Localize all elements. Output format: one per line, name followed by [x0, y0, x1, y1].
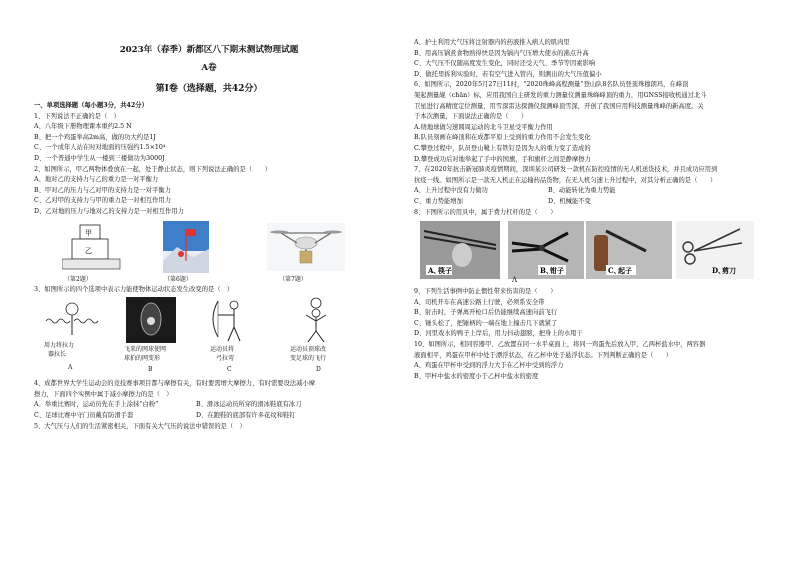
option-line: C.攀登过程中，队员登山靴上有铁钉是因为人的重力变了造成的 [414, 144, 591, 152]
question-line: 7、在2020年抗击新冠肺炎疫情期间，深圳某公司研发一款机在防控疫情的无人机送货技术，并且成功应用到 [414, 166, 718, 174]
question-line: 8、下图所示的用具中，属于费力杠杆的是（ ） [414, 208, 557, 216]
fig-c-name: 起子 [618, 266, 632, 276]
right-column [414, 0, 766, 561]
stacked-blocks-figure [62, 223, 122, 273]
question-line: 2、如图所示，甲乙两物体叠放在一起，处于静止状态，则下列说法正确的是（ ） [34, 165, 271, 173]
fig-a-text2: 器拉长 [48, 351, 67, 359]
fig-b-letter: B、 [540, 266, 553, 276]
figure-row-q8 [414, 221, 766, 281]
option-line: C、锤头松了，把锤柄的一端在地上撞击几下就紧了 [414, 319, 558, 327]
fig-d-text2: 变足球的飞行 [290, 355, 327, 363]
bottle-opener-figure [586, 221, 672, 279]
question-line: 6、如图所示，2020年5月27日11时，“2020珠峰高程测量”登山队8名队员登顶珠穆朗玛，在峰顶 [414, 81, 689, 89]
option-pair [34, 411, 384, 422]
option-line: D、做托里拆利实验时，若有空气进入管内，则测出的大气压值偏小 [414, 70, 602, 78]
question-line: 10、如图所示，相同容器甲、乙放置在同一水平桌面上，将同一鸡蛋先后放入甲、乙两杯盐水中，两容器 [414, 341, 706, 349]
option-line: C、乙对甲的支持力与甲的重力是一对相互作用力 [34, 197, 172, 205]
option-c: C、重力势能增加 [414, 197, 463, 205]
fig-c-letter: C [227, 366, 232, 374]
fig-d-name: 剪刀 [722, 266, 736, 276]
spring-pull-figure [42, 301, 102, 341]
fig-b-text2: 球拍的网变形 [124, 355, 161, 363]
pliers-figure [508, 221, 584, 279]
option-line: A、八年级下册物理课本重约2.5 N [34, 123, 132, 131]
fig-c-letter: C、 [608, 266, 621, 276]
option-a: A、举重比赛时，运动员先在手上涂抹“白粉” [34, 401, 159, 409]
section-heading: 第Ⅰ卷（选择题，共42分） [155, 84, 263, 94]
option-line: D、河里戏水的鸭子上岸后，用力抖动翅膀，把身上的水甩干 [414, 330, 583, 338]
option-line: B、把一个鸡蛋举高2m高，做的功大约是1J [34, 133, 156, 141]
archer-figure [206, 297, 256, 343]
option-pair [34, 400, 384, 411]
drone-photo [267, 223, 345, 271]
fig-b-letter: B [148, 366, 153, 374]
mountain-summit-photo [163, 221, 209, 273]
option-c: C、足球比赛中守门员戴有防滑手套 [34, 411, 134, 419]
figure-caption-q6: （第6题） [164, 275, 192, 283]
option-line: C、一个成年人站在时对地面的压强约1.5×10⁴ [34, 144, 166, 152]
block-yi-label: 乙 [85, 246, 92, 255]
header-football-figure [294, 297, 344, 343]
option-line: A、护士利用大气压将注射器内的药液推入病人的肌肉里 [414, 39, 570, 46]
part-heading: 一、单项选择题（每小题3分，共42分） [34, 102, 148, 109]
question-line: 卫星进行高精度定位测量，用雪深雷达探测仪探测峰顶雪深，开创了我国应用科技测量珠峰的新高度。关 [414, 102, 704, 110]
tennis-racket-figure [126, 297, 176, 343]
left-column [34, 0, 384, 561]
question-line: 液面相平，鸡蛋在甲杯中处于漂浮状态，在乙杯中处于悬浮状态。下列判断正确的是（ ） [414, 351, 673, 359]
figure-row-q2-q6-q7 [34, 221, 384, 285]
option-line: D.攀登成功后对地举起了手中的国旗，手和旗杆之间是静摩擦力 [414, 155, 591, 163]
block-jia-label: 甲 [85, 228, 92, 237]
option-pair [414, 197, 766, 208]
question-line: 擦力，下面四个实例中属于减小摩擦力的是（ ） [34, 390, 173, 398]
option-line: B、射击时，子弹离开枪口后仍能继续高速向前飞行 [414, 309, 558, 317]
figure-caption-q2: （第2题） [64, 275, 92, 283]
fig-a-letter: A [68, 364, 73, 372]
option-line: D、一个普通中学生从一楼到三楼做功为3000J [34, 154, 165, 162]
fig-a-name: 筷子 [438, 266, 452, 276]
question-line: 抗疫一线。如图所示是一款无人机正在运输药品货物，在无人机匀速上升过程中，对其分析正确的是（ ） [414, 176, 717, 184]
option-b: B、滑冰运动员所穿的滑冰鞋底有冰刀 [196, 401, 302, 409]
option-line: B、甲杯中盐水的密度小于乙杯中盐水的密度 [414, 372, 539, 380]
scissors-figure [676, 221, 754, 279]
option-line: A、鸡蛋在甲杯中受到的浮力大于在乙杯中受到的浮力 [414, 362, 564, 370]
option-line: B.队员刻画在峰顶和在成都平原上受到的重力作用不会发生变化 [414, 134, 591, 142]
option-line: B、用高压锅煮食物熟得快是因为锅内气压增大使水的沸点升高 [414, 49, 589, 57]
option-line: A.绕地球做匀速圆周运动的北斗卫星受平衡力作用 [414, 123, 553, 131]
page-title: 2023年（春季）新都区八下期末测试物理试题 [119, 45, 299, 55]
option-d: D、在跑鞋的底部有许多花纹和鞋钉 [196, 411, 296, 419]
question-line: 4、成都世界大学生运动会的竞技赛事项目都与摩擦有关，有时要需增大摩擦力，有时需要设法减小摩 [34, 380, 316, 388]
option-pair [414, 186, 766, 197]
fig-b-text1: 飞来的网球使网 [124, 346, 167, 354]
question-line: 5、大气压与人们的生活紧密相关，下面有关大气压的说法中错误的是（ ） [34, 422, 246, 430]
question-line: 9、下列生活事例中防止惯性带来伤害的是（ ） [414, 288, 557, 296]
fig-c-text1: 运动员将 [210, 346, 235, 354]
option-line: A、地对乙的支持力与乙的重力是一对平衡力 [34, 176, 159, 184]
option-d: D、机械能不变 [548, 197, 591, 205]
fig-d-text1: 运动员顶球改 [290, 346, 327, 354]
question-line: 1、下列说法不正确的是（ ） [34, 112, 120, 120]
question-line: 3、如图所示的四个选项中表示力能使物体运动状态发生改变的是（ ） [34, 285, 234, 293]
fig-d-letter: D、 [712, 266, 726, 276]
fig-d-letter: D [316, 366, 321, 374]
question-line: 架起测量觇（chān）标，应用我国自主研发的重力测量仪测量珠峰峰顶的重力，用GNSS接收机通过北斗 [414, 91, 707, 99]
option-a: A、上升过程中没有力做功 [414, 187, 488, 195]
question-line: 于本次测量，下面说法正确的是（ ） [414, 113, 528, 121]
option-b: B、动能转化为重力势能 [548, 187, 616, 195]
paper-subtitle: A卷 [201, 63, 217, 73]
fig-c-text2: 弓拉弯 [216, 355, 235, 363]
chopsticks-figure [420, 221, 500, 279]
figure-caption-q7: （第7题） [279, 275, 307, 283]
fig-a-text1: 用力将拉力 [44, 342, 75, 350]
fig-a-letter: A、 [428, 266, 441, 276]
option-line: D、乙对地的压力与地对乙的支持力是一对相互作用力 [34, 207, 184, 215]
fig-b-name: 钳子 [550, 266, 564, 276]
option-line: B、甲对乙的压力与乙对甲的支持力是一对平衡力 [34, 186, 171, 194]
option-line: C、大气压不仅随高度发生变化，同时还受天气、季节等因素影响 [414, 60, 596, 68]
caret-mark: Λ [512, 276, 518, 285]
option-line: A、司机开车在高速公路上行驶，必须系安全带 [414, 298, 545, 306]
figure-row-q3 [34, 297, 384, 379]
